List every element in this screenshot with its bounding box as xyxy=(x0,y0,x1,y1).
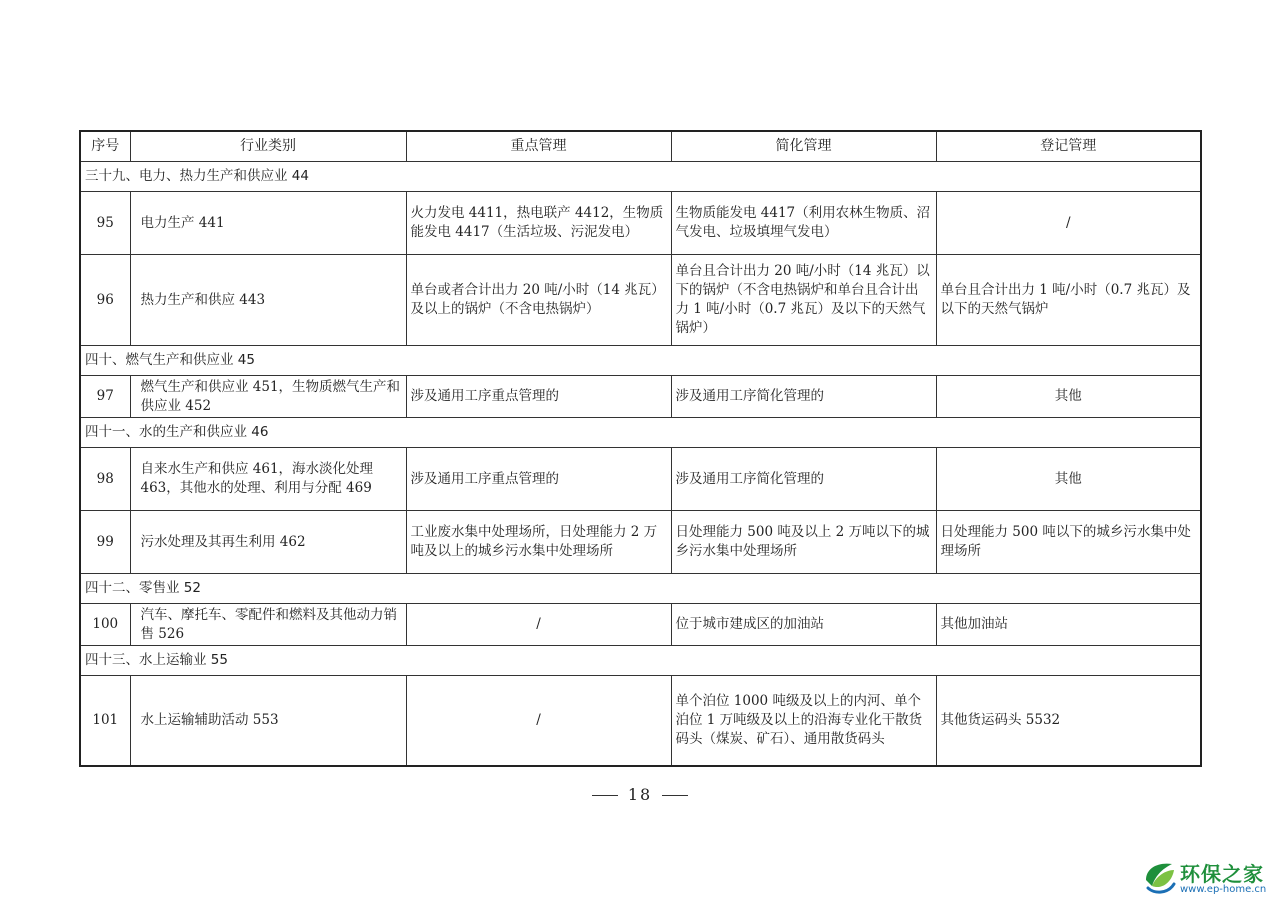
cell-seq: 100 xyxy=(80,604,130,646)
cell-industry: 汽车、摩托车、零配件和燃料及其他动力销售 526 xyxy=(130,604,406,646)
watermark-brand: 环保之家 xyxy=(1180,862,1264,886)
cell-seq: 101 xyxy=(80,676,130,766)
cell-registration: 单台且合计出力 1 吨/小时（0.7 兆瓦）及以下的天然气锅炉 xyxy=(936,255,1201,346)
cell-registration: 日处理能力 500 吨以下的城乡污水集中处理场所 xyxy=(936,511,1201,574)
cell-simplified: 涉及通用工序简化管理的 xyxy=(671,376,936,418)
section-row xyxy=(80,574,1201,604)
cell-registration: 其他货运码头 5532 xyxy=(936,676,1201,766)
cell-simplified: 日处理能力 500 吨及以上 2 万吨以下的城乡污水集中处理场所 xyxy=(671,511,936,574)
page-number xyxy=(0,785,1280,804)
cell-registration: 其他 xyxy=(936,448,1201,511)
table-header-row xyxy=(80,131,1201,162)
section-row xyxy=(80,646,1201,676)
cell-seq: 97 xyxy=(80,376,130,418)
cell-key: / xyxy=(406,604,671,646)
table-row xyxy=(80,376,1201,418)
section-title: 四十三、水上运输业 55 xyxy=(80,646,1201,676)
section-row xyxy=(80,162,1201,192)
cell-industry: 燃气生产和供应业 451，生物质燃气生产和供应业 452 xyxy=(130,376,406,418)
section-title: 四十一、水的生产和供应业 46 xyxy=(80,418,1201,448)
cell-simplified: 单个泊位 1000 吨级及以上的内河、单个泊位 1 万吨级及以上的沿海专业化干散货码头（煤炭、矿石）、通用散货码头 xyxy=(671,676,936,766)
cell-key: 工业废水集中处理场所，日处理能力 2 万吨及以上的城乡污水集中处理场所 xyxy=(406,511,671,574)
cell-key: 单台或者合计出力 20 吨/小时（14 兆瓦）及以上的锅炉（不含电热锅炉） xyxy=(406,255,671,346)
cell-industry: 污水处理及其再生利用 462 xyxy=(130,511,406,574)
table-row xyxy=(80,511,1201,574)
section-title: 四十二、零售业 52 xyxy=(80,574,1201,604)
table-row xyxy=(80,255,1201,346)
permit-classification-table xyxy=(79,130,1202,767)
page-number-dash-right xyxy=(662,795,688,796)
cell-key: 火力发电 4411，热电联产 4412，生物质能发电 4417（生活垃圾、污泥发电） xyxy=(406,192,671,255)
cell-industry: 水上运输辅助活动 553 xyxy=(130,676,406,766)
leaf-logo-icon xyxy=(1142,860,1178,896)
cell-registration: / xyxy=(936,192,1201,255)
header-industry: 行业类别 xyxy=(130,131,406,162)
cell-industry: 自来水生产和供应 461，海水淡化处理 463，其他水的处理、利用与分配 469 xyxy=(130,448,406,511)
header-seq: 序号 xyxy=(80,131,130,162)
cell-key: 涉及通用工序重点管理的 xyxy=(406,376,671,418)
table-row xyxy=(80,604,1201,646)
table-row xyxy=(80,448,1201,511)
header-key-management: 重点管理 xyxy=(406,131,671,162)
page-number-dash-left xyxy=(592,795,618,796)
watermark-url: www.ep-home.cn xyxy=(1180,884,1267,895)
cell-seq: 96 xyxy=(80,255,130,346)
cell-seq: 95 xyxy=(80,192,130,255)
cell-registration: 其他加油站 xyxy=(936,604,1201,646)
cell-seq: 99 xyxy=(80,511,130,574)
header-registration-management: 登记管理 xyxy=(936,131,1201,162)
header-simplified-management: 简化管理 xyxy=(671,131,936,162)
section-row xyxy=(80,418,1201,448)
page-number-value: 18 xyxy=(627,785,653,804)
cell-seq: 98 xyxy=(80,448,130,511)
watermark xyxy=(1142,858,1276,898)
cell-simplified: 生物质能发电 4417（利用农林生物质、沼气发电、垃圾填埋气发电） xyxy=(671,192,936,255)
cell-industry: 热力生产和供应 443 xyxy=(130,255,406,346)
cell-simplified: 位于城市建成区的加油站 xyxy=(671,604,936,646)
section-title: 三十九、电力、热力生产和供应业 44 xyxy=(80,162,1201,192)
cell-simplified: 涉及通用工序简化管理的 xyxy=(671,448,936,511)
cell-registration: 其他 xyxy=(936,376,1201,418)
section-title: 四十、燃气生产和供应业 45 xyxy=(80,346,1201,376)
cell-simplified: 单台且合计出力 20 吨/小时（14 兆瓦）以下的锅炉（不含电热锅炉和单台且合计出力 1 吨/小时（0.7 兆瓦）及以下的天然气锅炉） xyxy=(671,255,936,346)
cell-industry: 电力生产 441 xyxy=(130,192,406,255)
section-row xyxy=(80,346,1201,376)
cell-key: 涉及通用工序重点管理的 xyxy=(406,448,671,511)
cell-key: / xyxy=(406,676,671,766)
table-row xyxy=(80,192,1201,255)
table-row xyxy=(80,676,1201,766)
